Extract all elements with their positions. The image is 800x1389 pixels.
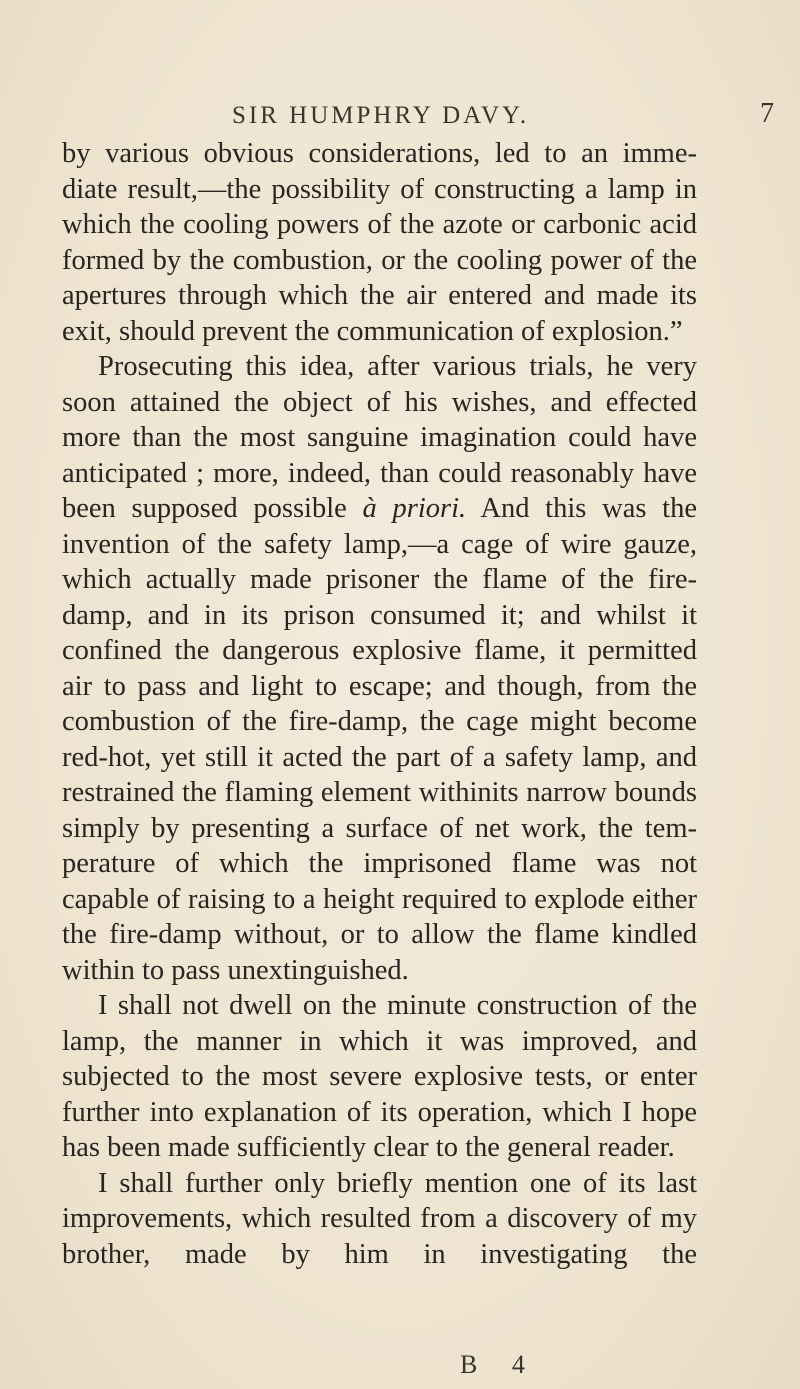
italic-a-priori: à priori.: [362, 493, 467, 524]
paragraph-2-part-1: Prosecuting this idea, after various trials, he very soon attained the object of his wishes, and effected more than the most sanguine imagination could have anticipated ; more, indeed, than could reasonably have been supposed possible: [62, 351, 697, 524]
signature-mark: B 4: [460, 1350, 539, 1379]
paragraph-2-part-2: And this was the invention of the safety lamp,—a cage of wire gauze, which actually made prisoner the flame of the fire-damp, and in its prison consumed it; and whilst it confined the dangerous explosive flame, it permitted air to pass and light to escape; and though, from the combustion of the fire-damp, the cage might become red-hot, yet still it acted the part of a safety lamp, and restrained the flaming element withinits narrow bounds simply by presenting a surface of net work, the tem-perature of which the imprisoned flame was not capable of raising to a height required to explode either the fire-damp without, or to allow the flame kindled within to pass unextinguished.: [62, 493, 697, 986]
paragraph-4: I shall further only briefly mention one of its last improvements, which resulted from a discovery of my brother, made by him in investigating the: [62, 1167, 697, 1270]
running-head: SIR HUMPHRY DAVY.: [232, 102, 530, 129]
page-number: 7: [760, 98, 774, 129]
page-header: [0, 96, 800, 136]
body-text: [62, 136, 697, 1272]
paragraph-3: I shall not dwell on the minute construction of the lamp, the manner in which it was improved, and subjected to the most severe explosive tests, or enter further into explanation of its operation, which I hope has been made sufficiently clear to the general reader.: [62, 990, 697, 1163]
paragraph-2: [62, 349, 697, 988]
paragraph-1: by various obvious considerations, led to an imme-diate result,—the possibility of constructing a lamp in which the cooling powers of the azote or carbonic acid formed by the combustion, or the cooling power of the apertures through which the air entered and made its exit, should prevent the communication of explosion.”: [62, 138, 697, 347]
